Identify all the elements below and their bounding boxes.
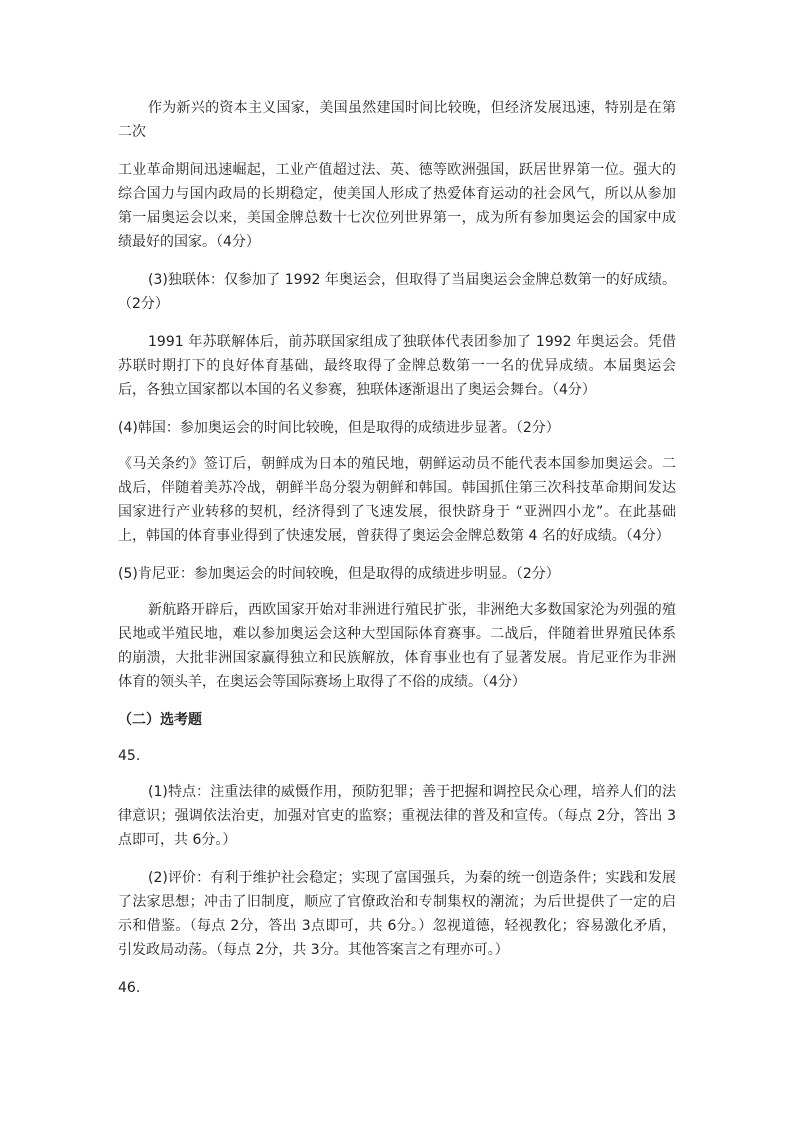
paragraph-kenya-detail: 新航路开辟后，西欧国家开始对非洲进行殖民扩张，非洲绝大多数国家沦为列强的殖民地或半殖民地，难以参加奥运会这种大型国际体育赛事。二战后，伴随着世界殖民体系的崩溃，大批非洲国家赢得独立和民族解放，体育事业也有了显著发展。肯尼亚作为非洲体育的领头羊，在奥运会等国际赛场上取得了不俗的成绩。（4分） [118,602,676,690]
paragraph-kenya-heading: (5)肯尼亚：参加奥运会的时间较晚，但是取得的成绩进步明显。（2分） [118,566,560,582]
paragraph-usa-intro: 作为新兴的资本主义国家，美国虽然建国时间比较晚，但经济发展迅速，特别是在第二次 [118,100,676,140]
paragraph-korea-detail: 《马关条约》签订后，朝鲜成为日本的殖民地，朝鲜运动员不能代表本国参加奥运会。二战后，伴随着美苏冷战，朝鲜半岛分裂为朝鲜和韩国。韩国抓住第三次科技革命期间发达国家进行产业转移的契机，经济得到了飞速发展，很快跻身于 “亚洲四小龙”。在此基础上，韩国的体育事业得到了快速发展，曾获得了奥运会金牌总数第 4 名的好成绩。（4分） [118,456,676,544]
paragraph-cis-heading: (3)独联体：仅参加了 1992 年奥运会，但取得了当届奥运会金牌总数第一的好成绩。（2分） [118,272,676,312]
section-heading-elective: （二）选考题 [118,712,202,728]
paragraph-q45-evaluation: (2)评价：有利于维护社会稳定；实现了富国强兵，为秦的统一创造条件；实践和发展了法家思想；冲击了旧制度，顺应了官僚政治和专制集权的潮流；为后世提供了一定的启示和借鉴。（每点 2分，答出 3点即可，共 6分。）忽视道德，轻视教化；容易激化矛盾，引发政局动荡。（每点 2分，共 3分。其他答案言之有理亦可。） [118,870,676,958]
question-number-45: 45. [118,748,141,764]
paragraph-q45-features: (1)特点：注重法律的威慑作用，预防犯罪；善于把握和调控民众心理，培养人们的法律意识；强调依法治吏，加强对官吏的监察；重视法律的普及和宣传。（每点 2分，答出 3点即可，共 6分。） [118,784,676,848]
paragraph-usa-detail: 工业革命期间迅速崛起，工业产值超过法、英、德等欧洲强国，跃居世界第一位。强大的综合国力与国内政局的长期稳定，使美国人形成了热爱体育运动的社会风气，所以从参加第一届奥运会以来，美国金牌总数十七次位列世界第一，成为所有参加奥运会的国家中成绩最好的国家。（4分） [118,162,676,250]
question-number-46: 46. [118,980,141,996]
paragraph-korea-heading: (4)韩国：参加奥运会的时间比较晚，但是取得的成绩进步显著。（2分） [118,420,560,436]
paragraph-cis-detail: 1991 年苏联解体后，前苏联国家组成了独联体代表团参加了 1992 年奥运会。凭借苏联时期打下的良好体育基础，最终取得了金牌总数第一一名的优异成绩。本届奥运会后，各独立国家都以本国的名义参赛，独联体逐渐退出了奥运会舞台。（4分） [118,334,676,398]
